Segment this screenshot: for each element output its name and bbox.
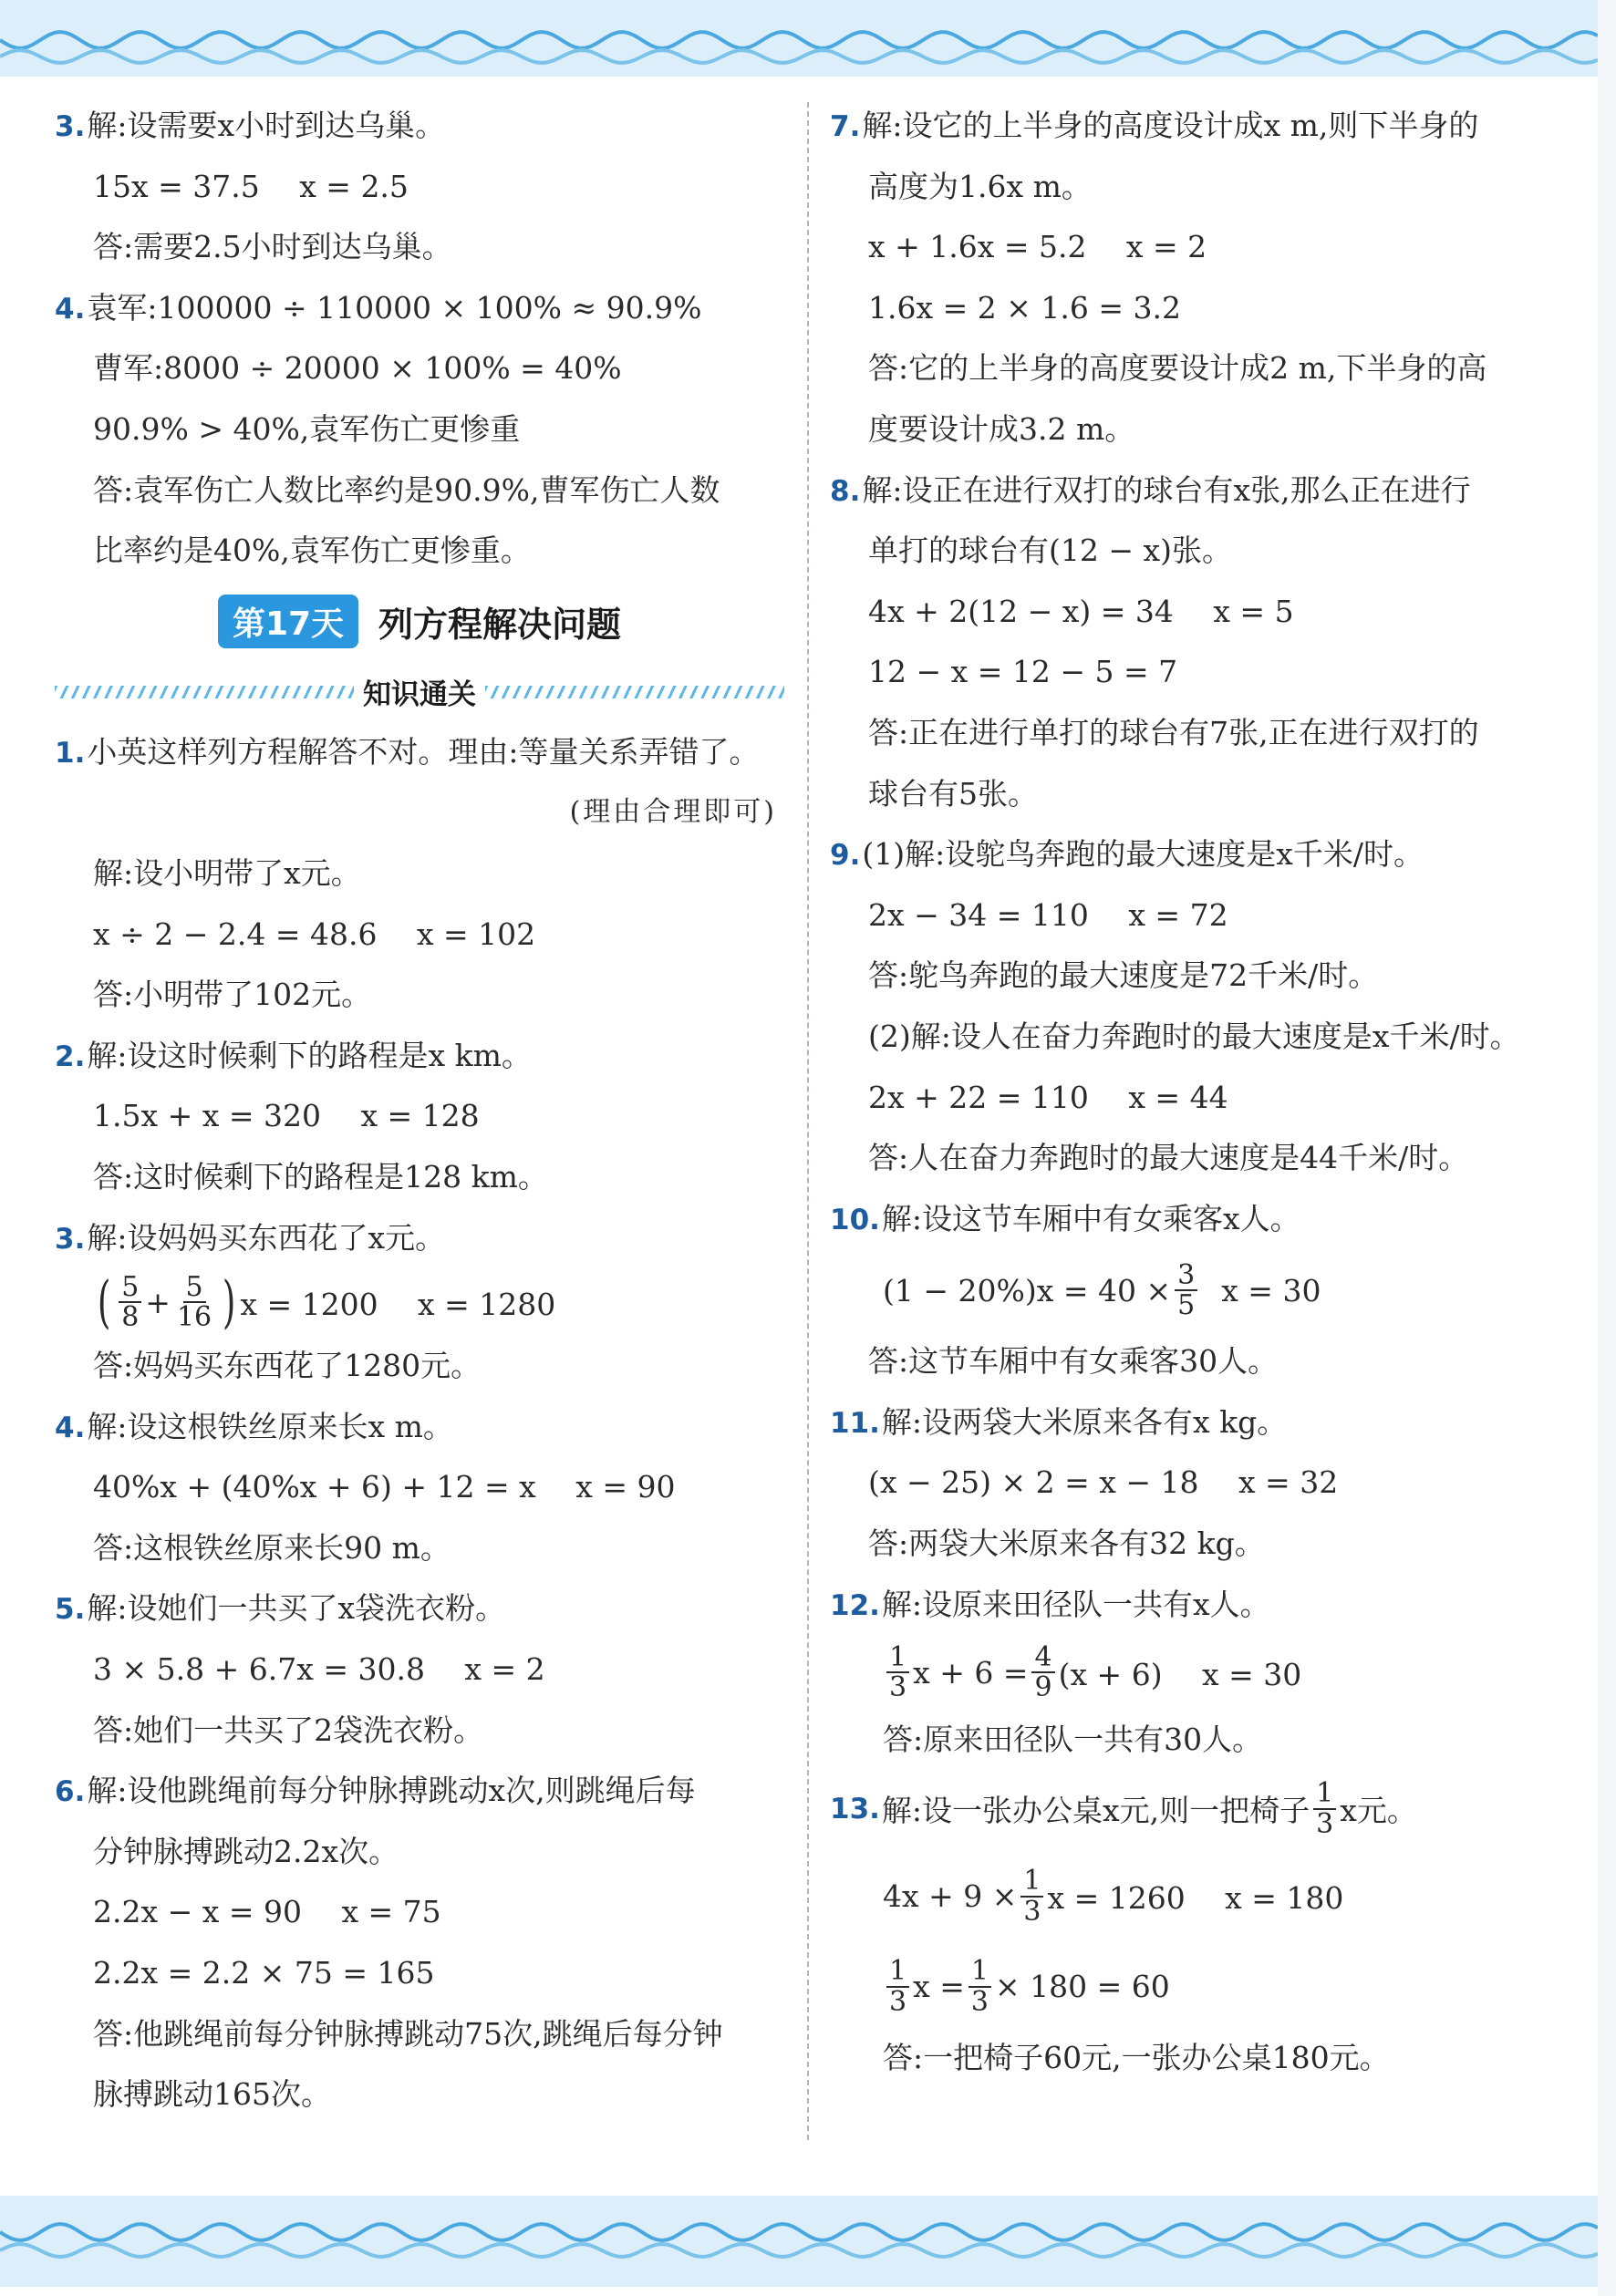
line-text: 高度为1.6x m。 [868, 168, 1092, 204]
line-text: 答:这节车厢中有女乘客30人。 [868, 1343, 1279, 1380]
text-line [830, 1189, 1559, 1250]
problem-number: 13. [830, 1792, 880, 1825]
problem-13-equation-1 [830, 1847, 1559, 1946]
text-line [830, 96, 1559, 157]
text-line [830, 217, 1559, 278]
equation-part: 4x + 9 × [883, 1878, 1018, 1915]
section-label: 知识通关 [363, 678, 476, 712]
line-text: 解:设她们一共买了x袋洗衣粉。 [87, 1590, 506, 1627]
problem-10-equation [830, 1249, 1559, 1331]
right-column [830, 96, 1559, 2088]
line-text: 答:这根铁丝原来长90 m。 [93, 1529, 451, 1566]
line-text: 2x − 34 = 110 x = 72 [868, 896, 1228, 933]
line-text: 答:她们一共买了2袋洗衣粉。 [93, 1712, 484, 1748]
line-text: 解:设这根铁丝原来长x m。 [87, 1408, 453, 1444]
text-line [55, 1822, 784, 1883]
problem-number: 4. [55, 1411, 86, 1444]
left-pre-lines [55, 96, 784, 582]
text-line [55, 1397, 784, 1458]
left-mid-lines [55, 843, 784, 1268]
text-line [830, 703, 1559, 764]
line-text: 解:设小明带了x元。 [93, 854, 361, 891]
line-text: (x − 25) × 2 = x − 18 x = 32 [868, 1464, 1339, 1501]
equation-rest: × 180 = 60 [994, 1969, 1170, 2005]
line-text: 答:它的上半身的高度要设计成2 m,下半身的高 [868, 350, 1487, 387]
text-line [830, 582, 1559, 643]
text-line [830, 521, 1559, 582]
fraction: $\frac{1}{3}$ [1313, 1779, 1336, 1838]
text-line [55, 96, 784, 157]
equation-rest: x = 1200 x = 1280 [240, 1286, 556, 1322]
day-title: 列方程解决问题 [378, 605, 622, 646]
line-text: 袁军:100000 ÷ 110000 × 100% ≈ 90.9% [87, 289, 702, 326]
problem-number: 10. [830, 1203, 880, 1236]
left-column [55, 96, 784, 2125]
line-text: 球台有5张。 [868, 775, 1038, 812]
problem-13-line [830, 1771, 1559, 1847]
text-line [830, 399, 1559, 460]
text-line [830, 278, 1559, 339]
text-line [830, 338, 1559, 399]
text-line [830, 1068, 1559, 1129]
problem-text-tail: x元。 [1340, 1793, 1417, 1829]
line-text: 2x + 22 = 110 x = 44 [868, 1079, 1228, 1115]
problem-number: 7. [830, 110, 861, 143]
line-text: (2)解:设人在奋力奔跑时的最大速度是x千米/时。 [868, 1018, 1520, 1054]
text-line [55, 1457, 784, 1518]
line-text: 度要设计成3.2 m。 [868, 410, 1135, 447]
problem-number: 11. [830, 1406, 880, 1440]
line-text: 答:袁军伤亡人数比率约是90.9%,曹军伤亡人数 [93, 471, 720, 508]
problem-3-equation [55, 1268, 784, 1336]
text-line [830, 460, 1559, 522]
problem-number: 6. [55, 1775, 86, 1809]
line-text: 解:设这时候剩下的路程是x km。 [87, 1037, 532, 1073]
line-text: 90.9% > 40%,袁军伤亡更惨重 [93, 410, 521, 447]
text-line [830, 1331, 1559, 1392]
fraction: $\frac{4}{9}$ [1031, 1643, 1054, 1702]
line-text: 单打的球台有(12 − x)张。 [868, 533, 1232, 569]
fraction: $\frac{5}{8}$ [119, 1273, 141, 1332]
text-line [55, 1147, 784, 1208]
plus-sign: + [145, 1284, 171, 1320]
day-heading [55, 582, 784, 662]
line-text: 解:设需要x小时到达乌巢。 [87, 108, 446, 143]
text-line [830, 1514, 1559, 1575]
problem-number: 3. [55, 110, 86, 143]
top-wave-decoration [0, 0, 1598, 77]
equation-part: x = [913, 1969, 965, 2005]
text-line [55, 1086, 784, 1147]
text-line [830, 946, 1559, 1007]
equation-rest: x = 1260 x = 180 [1047, 1880, 1344, 1917]
fraction: $\frac{1}{3}$ [886, 1643, 909, 1702]
problem-number: 2. [55, 1039, 86, 1073]
line-text: x ÷ 2 − 2.4 = 48.6 x = 102 [93, 915, 536, 952]
day-badge: 第17天 [218, 595, 358, 648]
text-line [55, 399, 784, 460]
line-text: 答:这时候剩下的路程是128 km。 [93, 1158, 548, 1195]
hatch-left-decoration [55, 686, 354, 698]
line-text: 解:设正在进行双打的球台有x张,那么正在进行 [862, 471, 1471, 508]
text-line [830, 1392, 1559, 1453]
paren-close: ) [222, 1268, 236, 1336]
problem-number: 3. [55, 1222, 86, 1256]
line-text: 解:设两袋大米原来各有x kg。 [881, 1403, 1288, 1440]
problem-number: 1. [55, 736, 86, 770]
equation-rest: x = 30 [1221, 1272, 1321, 1308]
line-text: 曹军:8000 ÷ 20000 × 100% = 40% [93, 350, 622, 387]
text-line [830, 1007, 1559, 1068]
line-text: 解:设他跳绳前每分钟脉搏跳动x次,则跳绳后每 [87, 1773, 696, 1809]
line-text: 1.6x = 2 × 1.6 = 3.2 [868, 289, 1181, 326]
line-text: (1)解:设鸵鸟奔跑的最大速度是x千米/时。 [862, 836, 1424, 873]
text-line [830, 1453, 1559, 1514]
text-line [55, 1578, 784, 1639]
top-wave-band [0, 0, 1598, 77]
line-text: 15x = 37.5 x = 2.5 [93, 168, 409, 204]
line-text: 12 − x = 12 − 5 = 7 [868, 654, 1178, 690]
text-line [55, 338, 784, 399]
column-divider [807, 102, 809, 2140]
line-text: 答:鸵鸟奔跑的最大速度是72千米/时。 [868, 957, 1379, 994]
problem-number: 4. [55, 292, 86, 326]
fraction: $\frac{5}{16}$ [176, 1270, 212, 1334]
bottom-wave-decoration [0, 2196, 1598, 2287]
text-line [830, 642, 1559, 703]
fraction: $\frac{3}{5}$ [1175, 1261, 1197, 1320]
line-text: 解:设妈妈买东西花了x元。 [87, 1219, 446, 1256]
problem-13-equation-2 [830, 1946, 1559, 2028]
line-text: 解:设它的上半身的高度设计成x m,则下半身的 [862, 108, 1479, 143]
text-line [55, 1639, 784, 1701]
text-line [830, 824, 1559, 885]
problem-1-line [55, 722, 784, 783]
line-text: 解:设原来田径队一共有x人。 [881, 1586, 1270, 1622]
line-text: 答:妈妈买东西花了1280元。 [93, 1348, 482, 1384]
line-text: 脉搏跳动165次。 [93, 2076, 331, 2113]
text-line [55, 1208, 784, 1269]
text-line [830, 157, 1559, 218]
problem-number: 9. [830, 839, 861, 873]
problem-number: 12. [830, 1588, 880, 1622]
text-line [55, 2064, 784, 2125]
problem-12-equation [830, 1635, 1559, 1710]
text-line [55, 1701, 784, 1762]
problem-text: 小英这样列方程解答不对。理由:等量关系弄错了。 [87, 733, 760, 770]
line-text: 2.2x = 2.2 × 75 = 165 [93, 1955, 435, 1991]
section-heading [55, 662, 784, 722]
line-text: 答:他跳绳前每分钟脉搏跳动75次,跳绳后每分钟 [93, 2015, 723, 2052]
line-text: 答:两袋大米原来各有32 kg。 [868, 1525, 1265, 1562]
text-line [830, 764, 1559, 825]
line-text: 2.2x − x = 90 x = 75 [93, 1894, 441, 1930]
line-text: 分钟脉搏跳动2.2x次。 [93, 1833, 399, 1869]
text-line [55, 217, 784, 278]
problem-12-answer: 答:原来田径队一共有30人。 [883, 1722, 1263, 1758]
text-line [55, 460, 784, 522]
bottom-wave-band [0, 2196, 1598, 2287]
right-mid-lines [830, 1331, 1559, 1635]
fraction: $\frac{1}{3}$ [886, 1957, 909, 2016]
text-line [55, 905, 784, 966]
line-text: 4x + 2(12 − x) = 34 x = 5 [868, 593, 1294, 629]
text-line [55, 1882, 784, 1943]
text-line [55, 521, 784, 582]
text-line [55, 157, 784, 218]
text-line [830, 1128, 1559, 1189]
line-text: 解:设这节车厢中有女乘客x人。 [881, 1200, 1300, 1236]
right-pre-lines [830, 96, 1559, 1249]
problem-number: 8. [830, 474, 861, 508]
line-text: 比率约是40%,袁军伤亡更惨重。 [93, 533, 531, 569]
left-post-lines [55, 1336, 784, 2125]
text-line [55, 1943, 784, 2004]
equation-part: (1 − 20%)x = 40 × [883, 1272, 1172, 1308]
text-line [830, 885, 1559, 946]
problem-number: 5. [55, 1593, 86, 1627]
line-text: x + 1.6x = 5.2 x = 2 [868, 229, 1207, 265]
equation-part: x + 6 = [913, 1654, 1029, 1691]
fraction: $\frac{1}{3}$ [969, 1957, 991, 2016]
hatch-right-decoration [485, 686, 784, 698]
page-edge [1598, 0, 1616, 2296]
paren-open: ( [97, 1268, 111, 1336]
line-text: 答:正在进行单打的球台有7张,正在进行双打的 [868, 714, 1479, 750]
text-line [55, 1761, 784, 1822]
text-line [55, 278, 784, 339]
line-text: 1.5x + x = 320 x = 128 [93, 1098, 480, 1134]
text-line [55, 1518, 784, 1579]
fraction: $\frac{1}{3}$ [1020, 1867, 1043, 1926]
line-text: 答:需要2.5小时到达乌巢。 [93, 229, 452, 265]
problem-text: 解:设一张办公桌x元,则一把椅子 [881, 1793, 1310, 1829]
line-text: 答:小明带了102元。 [93, 977, 372, 1013]
problem-13-answer: 答:一把椅子60元,一张办公桌180元。 [883, 2039, 1390, 2075]
text-line [55, 965, 784, 1026]
line-text: 答:人在奋力奔跑时的最大速度是44千米/时。 [868, 1140, 1469, 1176]
problem-1-note: (理由合理即可) [569, 796, 777, 829]
equation-rest: (x + 6) x = 30 [1058, 1656, 1302, 1692]
line-text: 3 × 5.8 + 6.7x = 30.8 x = 2 [93, 1651, 545, 1688]
text-line [55, 2004, 784, 2065]
text-line [55, 843, 784, 905]
line-text: 40%x + (40%x + 6) + 12 = x x = 90 [93, 1469, 676, 1505]
text-line [55, 1026, 784, 1087]
text-line [830, 1575, 1559, 1636]
text-line [55, 1336, 784, 1397]
